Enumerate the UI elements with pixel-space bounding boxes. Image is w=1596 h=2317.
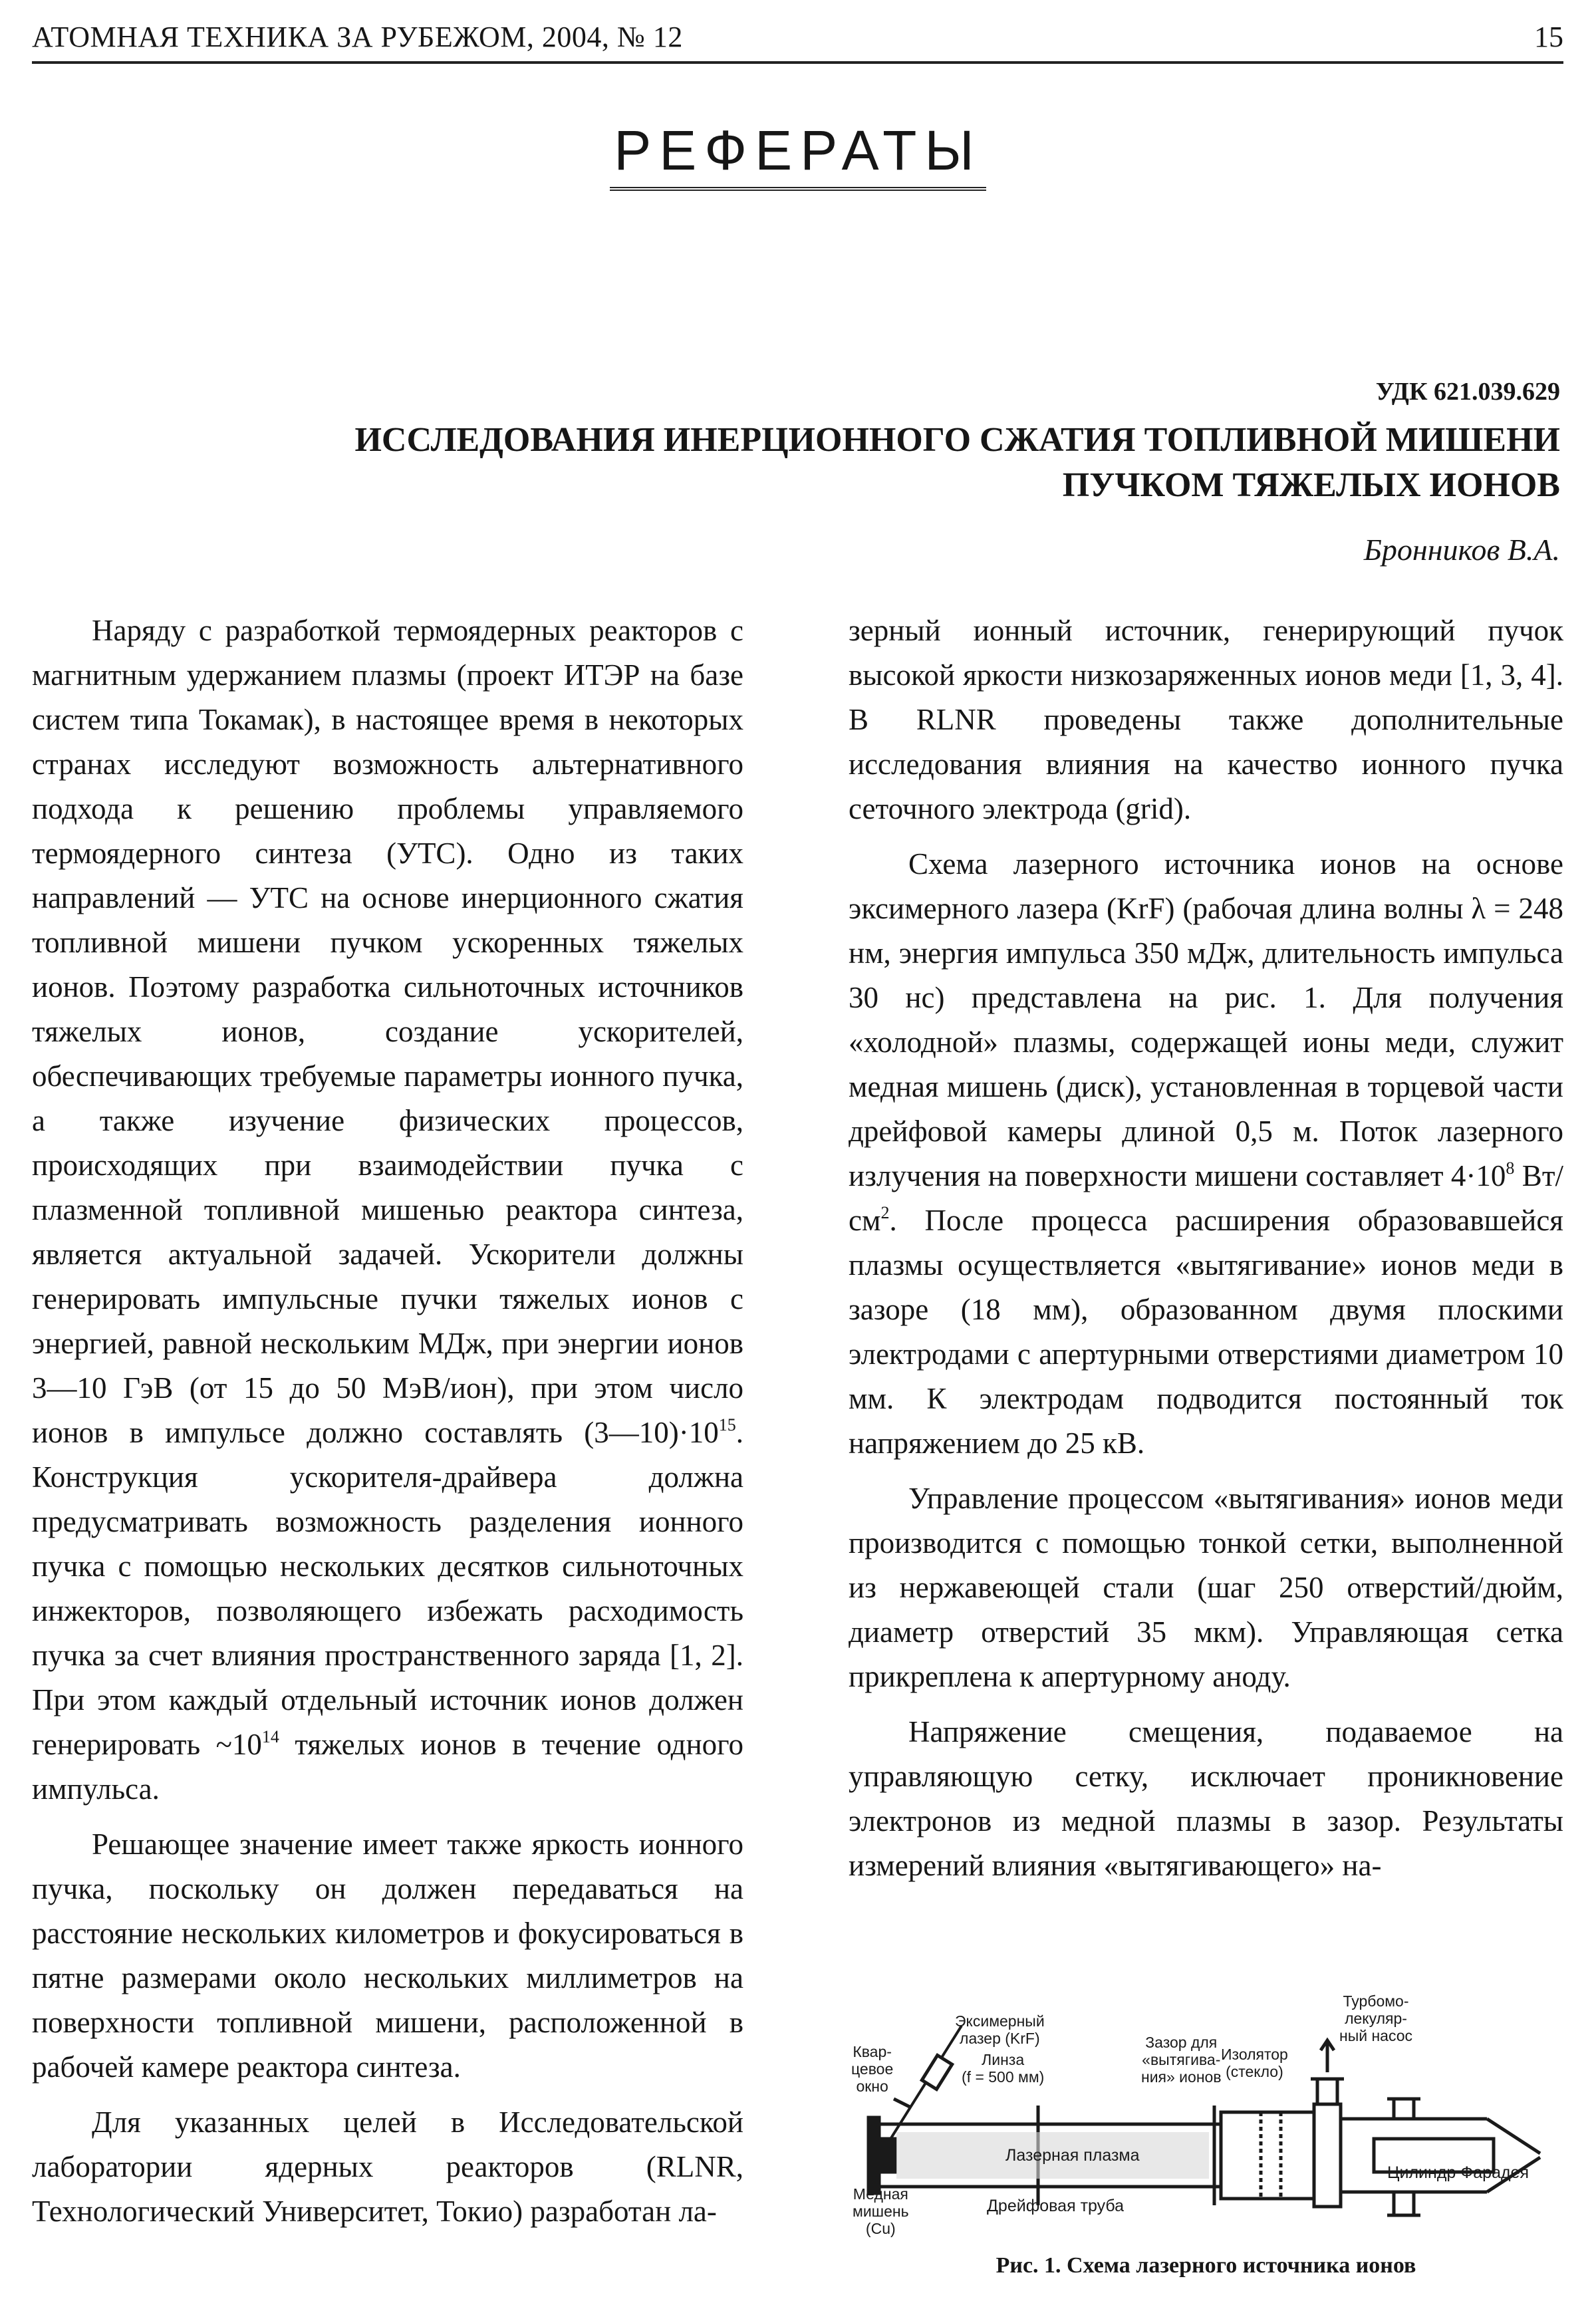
label-extraction-gap: Зазор для «вытягива- ния» ионов [1141,2034,1222,2086]
left-column [32,609,743,2245]
paragraph: Наряду с разработкой термоядерных реакторов с магнитным удержанием плазмы (проект ИТЭР на базе систем типа Токамак), в настоящее время в некоторых странах исследуют возможность альтернативного подхода к решению проблемы управляемого термоядерного синтеза (УТС). Одно из таких направлений — УТС на основе инерционного сжатия топливной мишени пучком ускоренных тяжелых ионов. Поэтому разработка сильноточных источников тяжелых ионов, создание ускорителей, обеспечивающих требуемые параметры ионного пучка, а также изучение физических процессов, происходящих при взаимодействии пучка с плазменной топливной мишенью реактора синтеза, является актуальной задачей. Ускорители должны генерировать импульсные пучки тяжелых ионов с энергией, равной нескольким МДж, при энергии ионов 3—10 ГэВ (от 15 до 50 МэВ/ион), при этом число ионов в импульсе должно составлять $(3—10)\cdot 10^{15}$. Конструкция ускорителя-драйвера должна предусматривать возможность разделения ионного пучка с помощью нескольких десятков сильноточных инжекторов, позволяющего избежать расходимость пучка за счет влияния пространственного заряда [1, 2]. При этом каждый отдельный источник ионов должен генерировать $\sim 10^{14}$ тяжелых ионов в течение одного импульса. [32,614,743,1806]
label-drift-tube: Дрейфовая труба [987,2197,1125,2215]
running-header [32,17,1563,64]
label-insulator: Изолятор (стекло) [1221,2046,1288,2080]
lens-element [922,2055,952,2089]
page-number: 15 [1534,21,1563,53]
label-laser-plasma: Лазерная плазма [1005,2146,1140,2165]
figure-laser-ion-source [849,1986,1563,2292]
article-author: Бронников В.А. [1363,533,1560,567]
quartz-window-mark [894,2099,910,2107]
insulator-body [1314,2104,1341,2207]
section-title-text: РЕФЕРАТЫ [610,118,986,191]
article-title-line-2: ПУЧКОМ ТЯЖЕЛЫХ ИОНОВ [1062,466,1560,504]
paragraph: Схема лазерного источника ионов на основе эксимерного лазера (KrF) (рабочая длина волны λ = 248 нм, энергия импульса 350 мДж, длительность импульса 30 нс) представлена на рис. 1. Для получения «холодной» плазмы, содержащей ионы меди, служит медная мишень (диск), установленная в торцевой части дрейфовой камеры длиной 0,5 м. Поток лазерного излучения на поверхности мишени составляет $4\cdot 10^8$ $Вт/см^2$. После процесса расширения образовавшейся плазмы осуществляется «вытягивание» ионов меди в зазоре (18 мм), образованном двумя плоскими электродами с апертурными отверстиями диаметром 10 мм. К электродам подводится постоянный ток напряжением до 25 кВ. [849,847,1563,1460]
article-title [164,418,1560,508]
copper-target-disk [879,2139,895,2172]
extraction-chamber [1221,2112,1314,2199]
paragraph: Решающее значение имеет также яркость ионного пучка, поскольку он должен передаваться на расстояние нескольких километров и фокусироваться в пятне размерами около нескольких миллиметров на поверхности топливной мишени, расположенной в рабочей камере реактора синтеза. [32,1828,743,2084]
label-lens: Линза (f = 500 мм) [962,2051,1045,2086]
paragraph: зерный ионный источник, генерирующий пучок высокой яркости низкозаряженных ионов меди [1, 3, 4]. В RLNR проведены также дополнительные исследования влияния на качество ионного пучка сеточного электрода (grid). [849,614,1563,825]
figure-caption: Рис. 1. Схема лазерного источника ионов [996,2253,1416,2278]
label-excimer-laser: Эксимерный лазер (KrF) [955,2012,1045,2047]
label-copper-target: Медная мишень (Cu) [853,2185,909,2237]
paragraph: Управление процессом «вытягивания» ионов меди производится с помощью тонкой сетки, выполненной из нержавеющей стали (шаг 250 отверстий/дюйм, диаметр отверстий 35 мкм). Управляющая сетка прикреплена к апертурному аноду. [849,1482,1563,1693]
right-column [849,609,1563,1899]
label-faraday-cup: Цилиндр Фарадея [1387,2163,1530,2182]
journal-title: АТОМНАЯ ТЕХНИКА ЗА РУБЕЖОМ, 2004, № 12 [32,21,683,53]
label-turbo-pump: Турбомо- лекуляр- ный насос [1339,1992,1413,2044]
udc-code: УДК 621.039.629 [1375,378,1560,406]
label-quartz-window: Квар- цевое окно [851,2043,894,2095]
paragraph: Для указанных целей в Исследовательской лаборатории ядерных реакторов (RLNR, Технологический Университет, Токио) разработан ла- [32,2106,743,2228]
article-title-line-1: ИССЛЕДОВАНИЯ ИНЕРЦИОННОГО СЖАТИЯ ТОПЛИВНОЙ МИШЕНИ [354,421,1560,459]
paragraph: Напряжение смещения, подаваемое на управляющую сетку, исключает проникновение электронов из медной плазмы в зазор. Результаты измерений влияния «вытягивающего» на- [849,1715,1563,1882]
section-title [0,118,1596,191]
